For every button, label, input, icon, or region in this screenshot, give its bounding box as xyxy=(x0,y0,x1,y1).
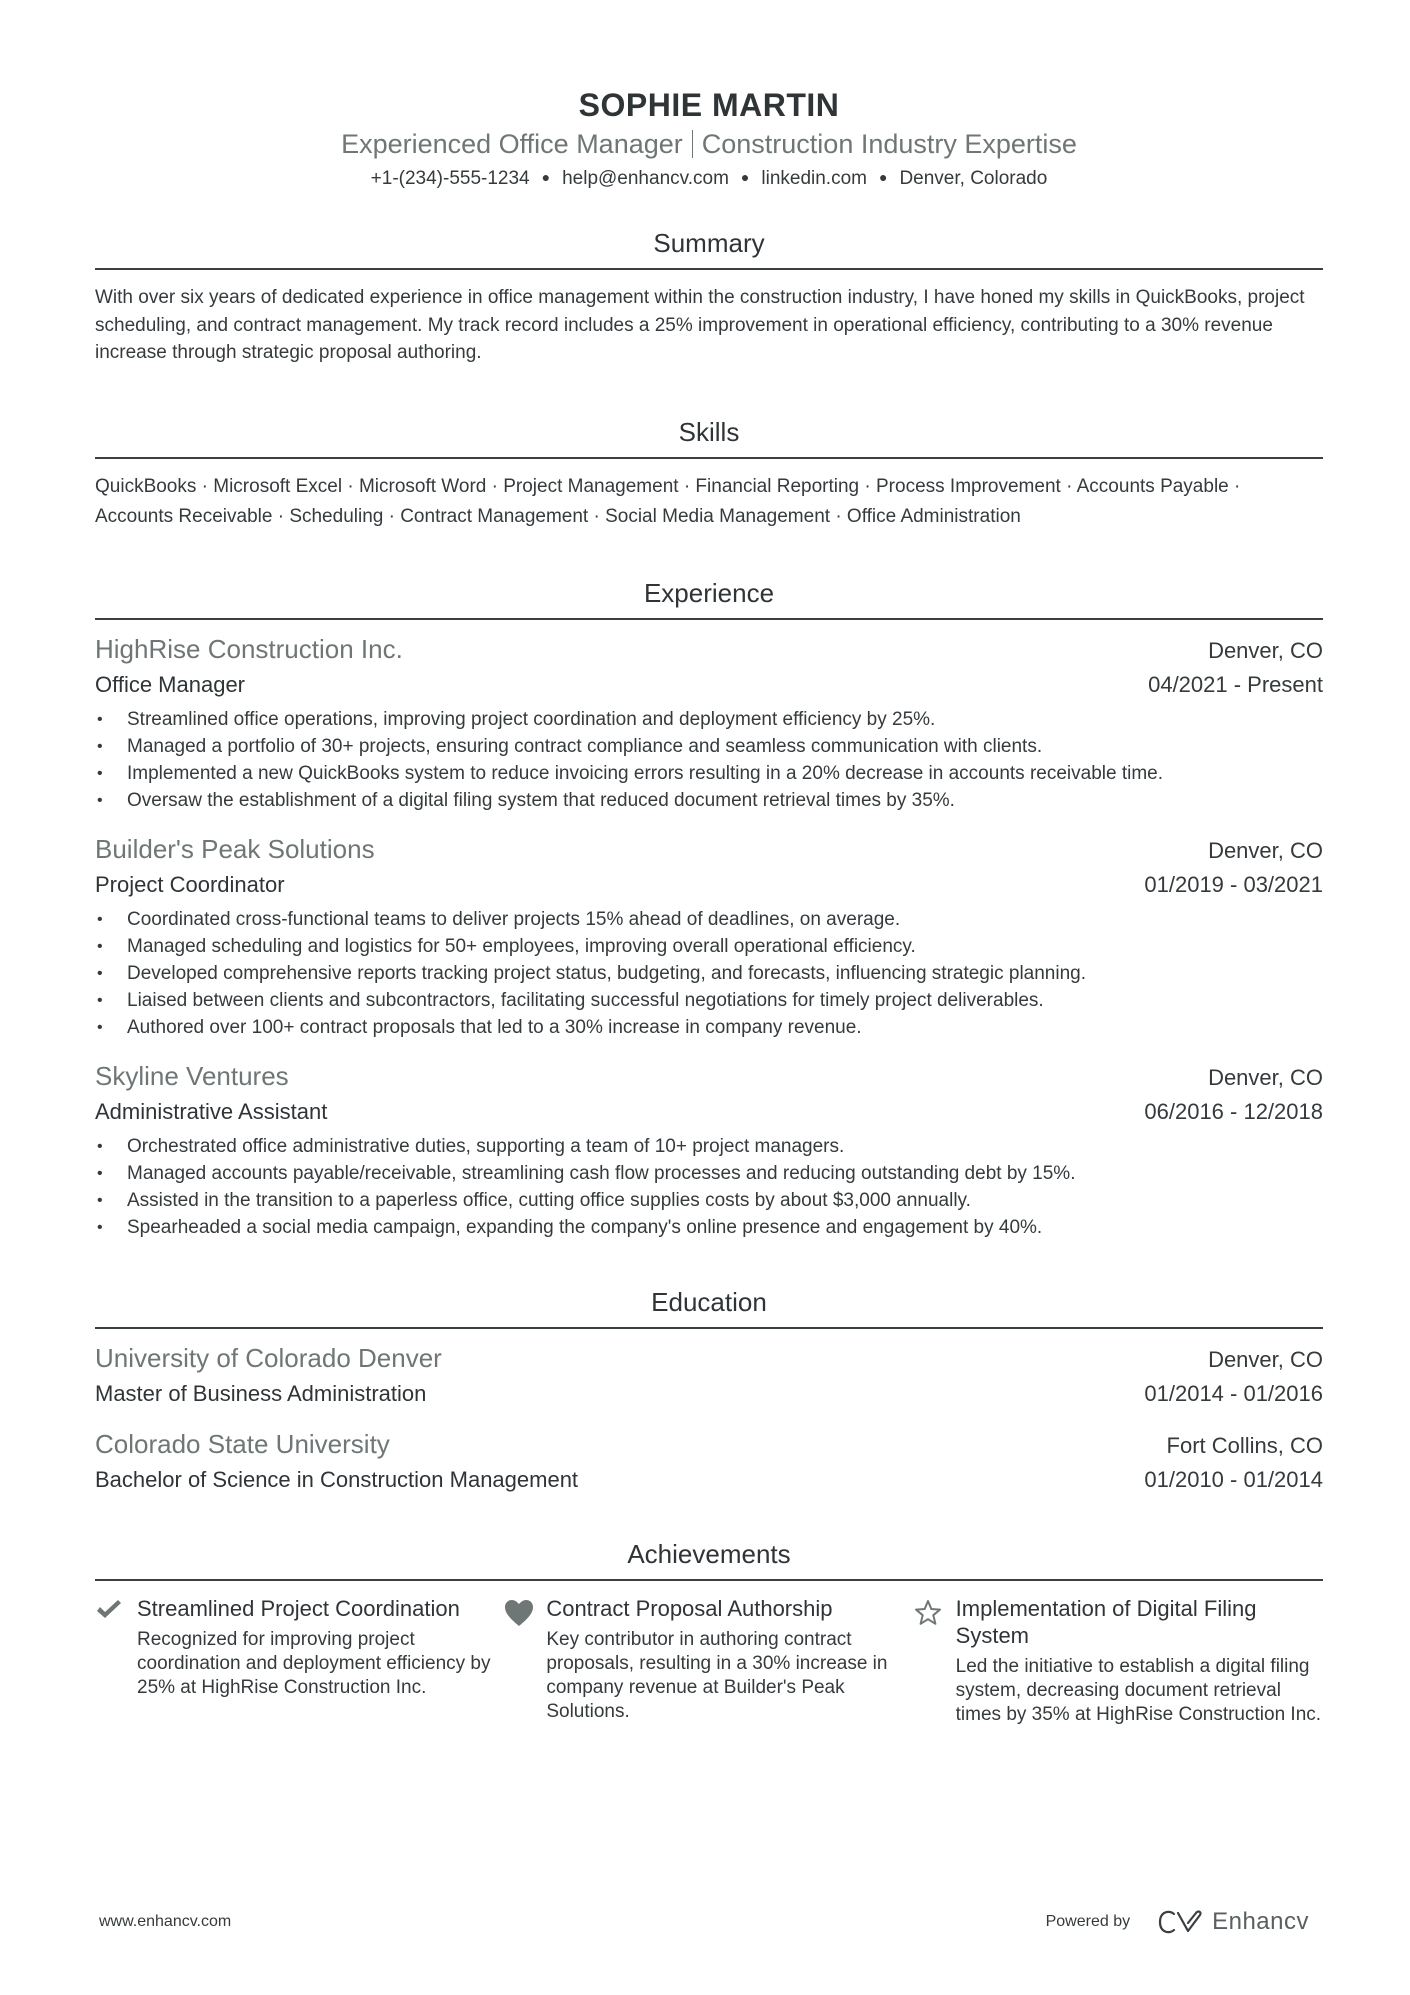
achievement-title: Streamlined Project Coordination xyxy=(137,1595,460,1621)
job-location: Denver, CO xyxy=(1208,1064,1323,1090)
skills-section xyxy=(95,415,1323,532)
education-dates: 01/2010 - 01/2014 xyxy=(1144,1466,1323,1492)
job-entry xyxy=(95,1059,1323,1241)
job-role: Project Coordinator xyxy=(95,871,285,897)
job-entry xyxy=(95,832,1323,1041)
section-heading-education: Education xyxy=(651,1286,767,1317)
star-icon xyxy=(914,1595,956,1727)
section-divider xyxy=(95,268,1323,270)
summary-section xyxy=(95,226,1323,367)
company-name: Skyline Ventures xyxy=(95,1060,289,1091)
section-divider xyxy=(95,457,1323,459)
job-bullets xyxy=(95,1133,1323,1241)
section-divider xyxy=(95,1579,1323,1581)
school-location: Denver, CO xyxy=(1208,1346,1323,1372)
job-role: Administrative Assistant xyxy=(95,1098,328,1124)
achievement-description: Led the initiative to establish a digital filing system, decreasing document retrieval times by 35% at HighRise Construction Inc. xyxy=(955,1655,1322,1725)
headline-right: Construction Industry Expertise xyxy=(701,129,1077,159)
achievement-title: Contract Proposal Authorship xyxy=(546,1595,833,1621)
education-entry xyxy=(95,1341,1323,1411)
bullet-item: • Implemented a new QuickBooks system to reduce invoicing errors resulting in a 20% decrease in accounts receivable time. xyxy=(95,760,1323,787)
bullet-item: • Orchestrated office administrative duties, supporting a team of 10+ project managers. xyxy=(95,1133,1323,1160)
separator-dot: ● xyxy=(740,169,750,185)
job-location: Denver, CO xyxy=(1208,637,1323,663)
bullet-item: • Liaised between clients and subcontractors, facilitating successful negotiations for timely project deliverables. xyxy=(95,987,1323,1014)
linkedin-link[interactable]: linkedin.com xyxy=(761,168,867,189)
bullet-item: • Developed comprehensive reports tracking project status, budgeting, and forecasts, influencing strategic planning. xyxy=(95,960,1323,987)
footer-url-link[interactable]: www.enhancv.com xyxy=(99,1913,232,1930)
headline xyxy=(95,126,1323,162)
experience-section xyxy=(95,576,1323,1241)
separator-dot: ● xyxy=(878,169,888,185)
heart-icon xyxy=(504,1595,546,1727)
section-heading-achievements: Achievements xyxy=(627,1538,791,1569)
phone: +1-(234)-555-1234 xyxy=(370,168,530,189)
bullet-item: • Streamlined office operations, improving project coordination and deployment efficiency by 25%. xyxy=(95,706,1323,733)
section-heading-experience: Experience xyxy=(643,577,775,608)
resume-header xyxy=(95,0,1323,192)
job-bullets xyxy=(95,906,1323,1041)
email-link[interactable]: help@enhancv.com xyxy=(562,168,729,189)
bullet-item: • Assisted in the transition to a paperless office, cutting office supplies costs by about $3,000 annually. xyxy=(95,1187,1323,1214)
headline-divider xyxy=(692,130,693,158)
summary-text: With over six years of dedicated experience in office management within the construction industry, I have honed my skills in QuickBooks, project scheduling, and contract management. My track record includes a 25% improvement in operational efficiency, contributing to a 30% revenue increase through strategic proposal authoring. xyxy=(95,287,1305,363)
achievement-item xyxy=(95,1595,504,1727)
page-footer xyxy=(99,1908,1309,1936)
resume-page xyxy=(95,0,1323,1727)
achievement-description: Recognized for improving project coordination and deployment efficiency by 25% at HighRise Construction Inc. xyxy=(137,1628,491,1698)
achievements-list xyxy=(95,1595,1323,1727)
bullet-item: • Oversaw the establishment of a digital filing system that reduced document retrieval times by 35%. xyxy=(95,787,1323,814)
degree: Master of Business Administration xyxy=(95,1380,427,1406)
bullet-item: • Spearheaded a social media campaign, expanding the company's online presence and engagement by 40%. xyxy=(95,1214,1323,1241)
job-dates: 06/2016 - 12/2018 xyxy=(1144,1098,1323,1124)
location: Denver, Colorado xyxy=(899,168,1048,189)
bullet-item: • Coordinated cross-functional teams to deliver projects 15% ahead of deadlines, on average. xyxy=(95,906,1323,933)
company-name: Builder's Peak Solutions xyxy=(95,833,375,864)
achievement-description: Key contributor in authoring contract proposals, resulting in a 30% increase in company revenue at Builder's Peak Solutions. xyxy=(546,1628,888,1722)
education-section xyxy=(95,1285,1323,1497)
job-dates: 01/2019 - 03/2021 xyxy=(1144,871,1323,897)
job-dates: 04/2021 - Present xyxy=(1148,671,1323,697)
skills-line: Accounts Receivable · Scheduling · Contract Management · Social Media Management · Office Administration xyxy=(95,505,1021,527)
bullet-item: • Managed scheduling and logistics for 50+ employees, improving overall operational efficiency. xyxy=(95,933,1323,960)
section-divider xyxy=(95,1327,1323,1329)
education-dates: 01/2014 - 01/2016 xyxy=(1144,1380,1323,1406)
enhancv-logo-icon xyxy=(1156,1909,1204,1935)
skills-line: QuickBooks · Microsoft Excel · Microsoft Word · Project Management · Financial Reporting · Process Improvement · Accounts Payable · xyxy=(95,475,1241,497)
job-location: Denver, CO xyxy=(1208,837,1323,863)
education-entry xyxy=(95,1427,1323,1497)
separator-dot: ● xyxy=(541,169,551,185)
check-icon xyxy=(95,1595,137,1727)
achievement-title: Implementation of Digital Filing System xyxy=(955,1595,1257,1648)
powered-by xyxy=(1046,1908,1309,1936)
enhancv-brand: Enhancv xyxy=(1212,1908,1309,1935)
contact-line xyxy=(95,164,1323,192)
candidate-name: SOPHIE MARTIN xyxy=(578,87,840,123)
company-name: HighRise Construction Inc. xyxy=(95,633,403,664)
achievement-item xyxy=(914,1595,1323,1727)
bullet-item: • Authored over 100+ contract proposals that led to a 30% increase in company revenue. xyxy=(95,1014,1323,1041)
skills-list xyxy=(95,472,1323,532)
achievement-item xyxy=(504,1595,913,1727)
job-bullets xyxy=(95,706,1323,814)
job-entry xyxy=(95,632,1323,814)
job-role: Office Manager xyxy=(95,671,246,697)
section-heading-summary: Summary xyxy=(653,228,765,258)
section-heading-skills: Skills xyxy=(678,416,740,447)
section-divider xyxy=(95,618,1323,620)
degree: Bachelor of Science in Construction Management xyxy=(95,1466,579,1492)
headline-left: Experienced Office Manager xyxy=(341,129,683,159)
school-name: University of Colorado Denver xyxy=(95,1342,442,1373)
school-location: Fort Collins, CO xyxy=(1166,1432,1323,1458)
achievements-section xyxy=(95,1537,1323,1727)
bullet-item: • Managed accounts payable/receivable, streamlining cash flow processes and reducing outstanding debt by 15%. xyxy=(95,1160,1323,1187)
school-name: Colorado State University xyxy=(95,1428,390,1459)
powered-by-label: Powered by xyxy=(1045,1913,1131,1930)
bullet-item: • Managed a portfolio of 30+ projects, ensuring contract compliance and seamless communication with clients. xyxy=(95,733,1323,760)
